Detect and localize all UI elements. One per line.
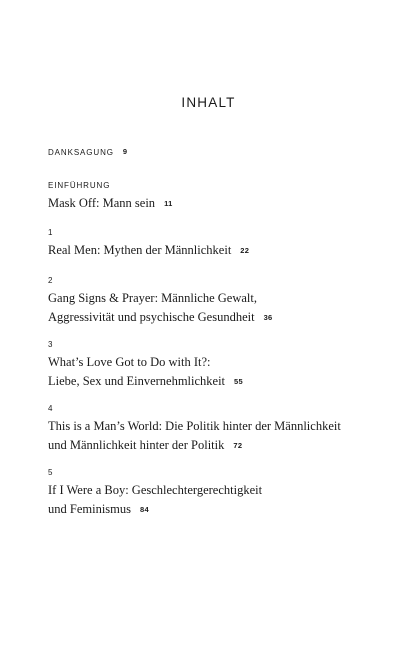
toc-entry-einfuehrung[interactable] <box>48 181 173 213</box>
page-number: 84 <box>140 505 149 514</box>
page-number: 72 <box>233 441 243 450</box>
toc-entry-chapter-5[interactable] <box>48 468 262 519</box>
entry-title-line-1: Gang Signs & Prayer: Männliche Gewalt, <box>48 291 257 305</box>
page-number: 55 <box>234 377 243 386</box>
entry-title-line-2: Aggressivität und psychische Gesundheit <box>48 310 255 324</box>
entry-title-line-1: If I Were a Boy: Geschlechtergerechtigkeit <box>48 483 263 497</box>
page-number: 9 <box>122 147 128 156</box>
entry-title-line-2: Liebe, Sex und Einvernehmlichkeit <box>48 374 226 388</box>
page-title: INHALT <box>181 95 236 110</box>
page-number: 22 <box>240 246 250 255</box>
chapter-number: 1 <box>48 228 53 237</box>
entry-title-line-1: What’s Love Got to Do with It?: <box>48 355 211 369</box>
entry-title: Real Men: Mythen der Männlichkeit <box>48 243 232 257</box>
entry-title-line-2: und Feminismus <box>48 502 131 516</box>
page-number: 11 <box>164 199 173 208</box>
toc-entry-chapter-2[interactable] <box>48 276 273 327</box>
entry-label: DANKSAGUNG <box>48 148 114 157</box>
toc-entry-chapter-3[interactable] <box>48 340 243 391</box>
entry-title: Mask Off: Mann sein <box>48 196 156 210</box>
page-number: 36 <box>263 313 273 322</box>
chapter-number: 5 <box>48 468 53 477</box>
chapter-number: 2 <box>48 276 53 285</box>
entry-label: EINFÜHRUNG <box>48 181 111 190</box>
chapter-number: 4 <box>48 404 53 413</box>
toc-entry-chapter-4[interactable] <box>48 404 341 455</box>
entry-title-line-2: und Männlichkeit hinter der Politik <box>48 438 225 452</box>
chapter-number: 3 <box>48 340 53 349</box>
entry-title-line-1: This is a Man’s World: Die Politik hinter der Männlichkeit <box>48 419 341 433</box>
toc-entry-danksagung[interactable] <box>48 147 127 158</box>
toc-entry-chapter-1[interactable] <box>48 228 249 260</box>
